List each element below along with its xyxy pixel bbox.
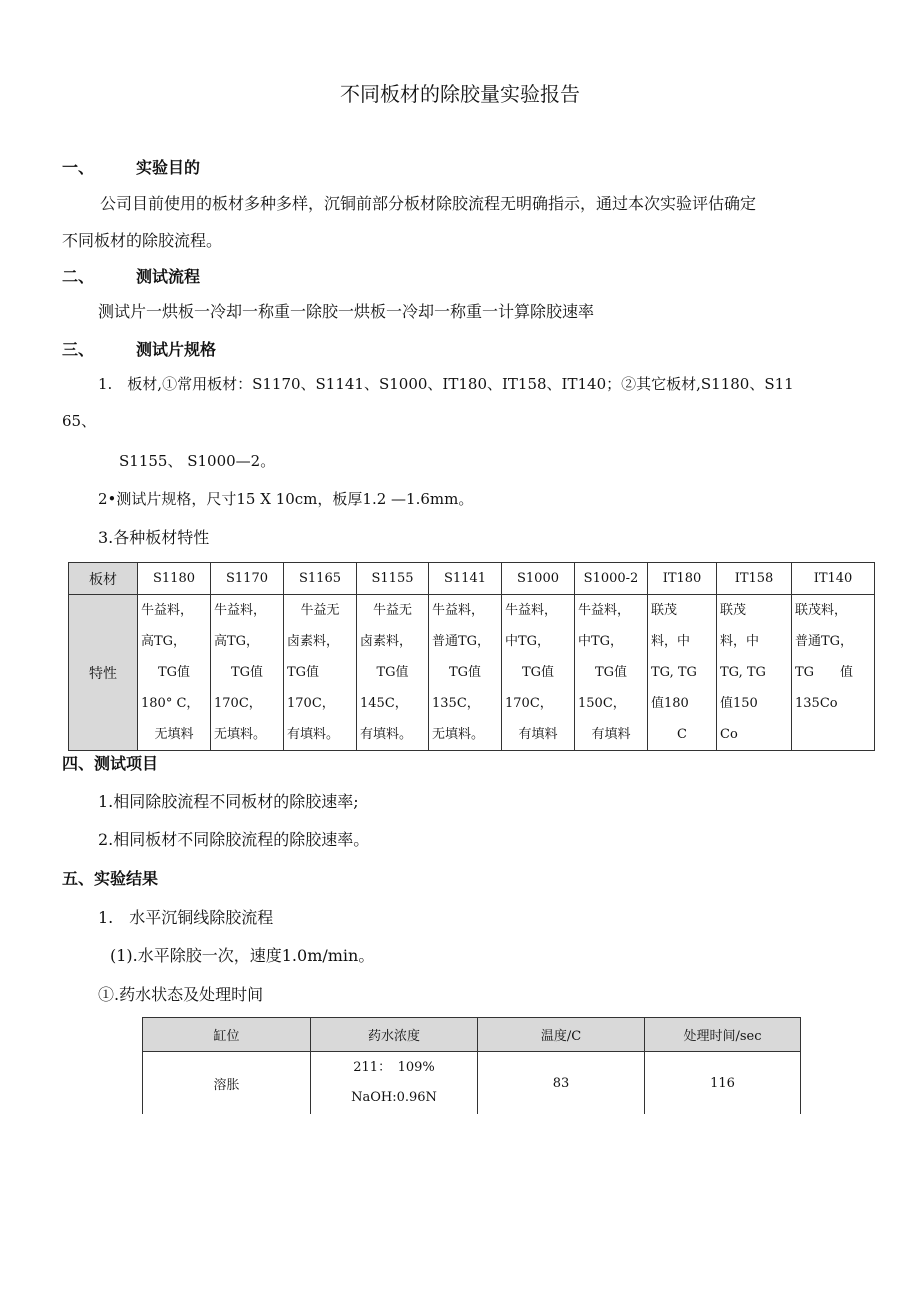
spec-item-3: 3.各种板材特性 [98, 528, 210, 547]
property-line: 170C， [287, 696, 335, 711]
property-line: TG值 [376, 665, 409, 680]
property-line: 中TG， [505, 634, 551, 649]
result-item-1: 1. 水平沉铜线除胶流程 [98, 908, 274, 927]
property-line: 无填料。 [432, 727, 485, 742]
board-name-cell: IT180 [648, 563, 717, 595]
property-cell [717, 595, 792, 751]
property-line: 牛益料， [432, 603, 485, 618]
property-line: 普通TG， [432, 634, 491, 649]
property-line: 150C， [578, 696, 626, 711]
property-cell [502, 595, 575, 751]
section-4-heading: 四、测试项目 [62, 754, 159, 773]
property-line: 有填料。 [287, 727, 340, 742]
concentration-cell [311, 1052, 478, 1115]
board-properties-table [68, 562, 875, 751]
property-line: TG, TG [720, 665, 766, 680]
property-line: TG值 [287, 665, 320, 680]
property-line: 值150 [720, 696, 758, 711]
board-name-cell: S1165 [284, 563, 357, 595]
board-name-cell: S1170 [211, 563, 284, 595]
property-cell [211, 595, 284, 751]
section-2-heading [62, 264, 200, 287]
spec-item-1-line-3: S1155、 S1000—2。 [119, 452, 276, 470]
table-header-row [69, 563, 875, 595]
concentration-line-2: NaOH:0.96N [351, 1090, 437, 1105]
property-line: 牛益料， [578, 603, 631, 618]
table-row [143, 1052, 801, 1115]
property-cell [138, 595, 211, 751]
property-line: 中TG， [578, 634, 624, 649]
property-line: TG值 [521, 665, 555, 680]
spec-item-1-line-1: 1. 板材,①常用板材：S1170、S1141、S1000、IT180、IT158、IT140；②其它板材,S1180、S11 [98, 375, 794, 393]
property-line: 有填料 [591, 727, 631, 742]
row-label-property: 特性 [69, 595, 138, 751]
property-line: TG 值 [795, 665, 854, 680]
property-cell [792, 595, 875, 751]
row-label-board: 板材 [69, 563, 138, 595]
board-name-cell: IT140 [792, 563, 875, 595]
property-line: 高TG， [141, 634, 187, 649]
header-concentration: 药水浓度 [311, 1018, 478, 1052]
table-header-row [143, 1018, 801, 1052]
property-line: TG值 [448, 665, 482, 680]
property-line: Co [720, 727, 738, 742]
section-1-number: 一、 [62, 158, 95, 177]
property-line: 170C， [505, 696, 553, 711]
property-line: 180° C， [141, 696, 200, 711]
property-line: 卤素料， [287, 634, 340, 649]
spec-item-2: 2•测试片规格，尺寸15 X 10cm，板厚1.2 —1.6mm。 [98, 490, 474, 508]
section-1-title: 实验目的 [136, 158, 201, 177]
board-name-cell: S1000 [502, 563, 575, 595]
header-time: 处理时间/sec [645, 1018, 801, 1052]
test-flow-text: 测试片一烘板一冷却一称重一除胶一烘板一冷却一称重一计算除胶速率 [98, 302, 595, 321]
property-line: 170C， [214, 696, 262, 711]
property-line: 135Co [795, 696, 838, 711]
property-line: TG, TG [651, 665, 697, 680]
property-line: 联茂 [651, 603, 678, 618]
section-2-title: 测试流程 [136, 267, 201, 286]
section-3-number: 三、 [62, 340, 95, 359]
property-line: TG值 [594, 665, 628, 680]
property-line: 料，中 [720, 634, 760, 649]
temperature-cell: 83 [478, 1052, 645, 1115]
property-line: 有填料。 [360, 727, 413, 742]
property-line: 牛益无 [300, 603, 340, 618]
test-item-1: 1.相同除胶流程不同板材的除胶速率; [98, 792, 359, 811]
board-name-cell: IT158 [717, 563, 792, 595]
section-5-heading: 五、实验结果 [62, 869, 159, 888]
section-1-paragraph-line-2: 不同板材的除胶流程。 [62, 231, 223, 250]
chemical-status-table [142, 1017, 801, 1114]
property-cell [284, 595, 357, 751]
property-line: 联茂 [720, 603, 747, 618]
header-temperature: 温度/C [478, 1018, 645, 1052]
section-3-title: 测试片规格 [136, 340, 217, 359]
section-1-paragraph-line-1: 公司目前使用的板材多种多样，沉铜前部分板材除胶流程无明确指示，通过本次实验评估确定 [100, 194, 757, 213]
property-line: 无填料 [154, 727, 194, 742]
board-name-cell: S1141 [429, 563, 502, 595]
board-name-cell: S1000-2 [575, 563, 648, 595]
property-line: 牛益料， [505, 603, 558, 618]
property-line: 有填料 [518, 727, 558, 742]
table-property-row [69, 595, 875, 751]
property-line: 值180 [651, 696, 689, 711]
property-line: C [677, 727, 687, 742]
property-line: 高TG， [214, 634, 260, 649]
section-1-heading [62, 155, 200, 178]
time-cell: 116 [645, 1052, 801, 1115]
concentration-line-1: 211： 109% [353, 1060, 435, 1075]
property-line: 无填料。 [214, 727, 267, 742]
board-name-cell: S1155 [357, 563, 429, 595]
property-cell [648, 595, 717, 751]
header-tank: 缸位 [143, 1018, 311, 1052]
property-cell [357, 595, 429, 751]
spec-item-1-line-2: 65、 [62, 412, 97, 430]
section-3-heading [62, 337, 216, 360]
property-cell [575, 595, 648, 751]
result-sub-2: ①.药水状态及处理时间 [98, 985, 264, 1004]
property-line: 料，中 [651, 634, 691, 649]
property-line: 牛益无 [372, 603, 412, 618]
test-item-2: 2.相同板材不同除胶流程的除胶速率。 [98, 830, 370, 849]
property-line [792, 719, 874, 750]
property-line: 145C， [360, 696, 408, 711]
property-line: 普通TG， [795, 634, 854, 649]
property-line: 卤素料， [360, 634, 413, 649]
result-sub-1: (1).水平除胶一次，速度1.0m/min。 [110, 946, 375, 965]
section-2-number: 二、 [62, 267, 95, 286]
page-title: 不同板材的除胶量实验报告 [340, 82, 580, 106]
property-line: TG值 [157, 665, 191, 680]
property-line: 联茂料， [795, 603, 848, 618]
property-line: 135C， [432, 696, 480, 711]
property-cell [429, 595, 502, 751]
board-name-cell: S1180 [138, 563, 211, 595]
property-line: TG值 [230, 665, 264, 680]
property-line: 牛益料， [141, 603, 194, 618]
property-line: 牛益料， [214, 603, 267, 618]
tank-cell: 溶胀 [143, 1052, 311, 1115]
